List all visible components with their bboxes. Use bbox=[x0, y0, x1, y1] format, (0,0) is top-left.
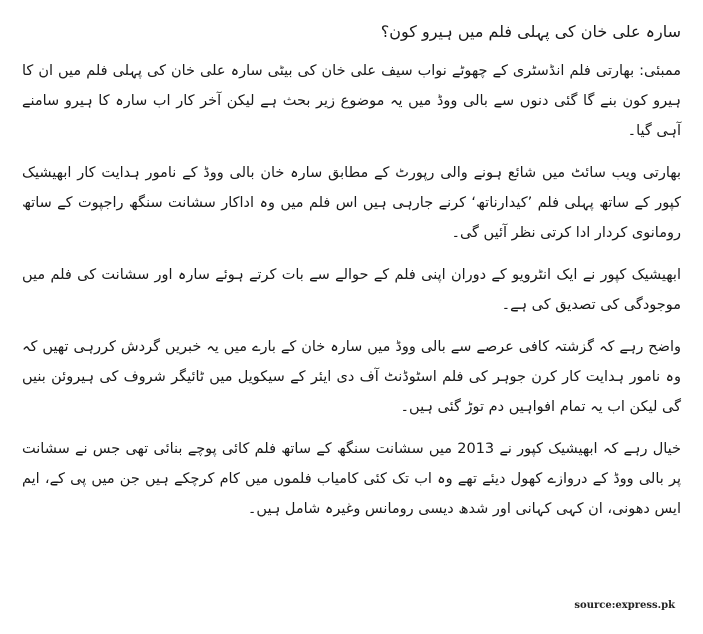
article-paragraph-1: ممبئی: بھارتی فلم انڈسٹری کے چھوٹے نواب سیف علی خان کی بیٹی سارہ علی خان کی پہلی فلم میں ان کا ہیرو کون بنے گا گئی دنوں سے بالی ووڈ میں یہ موضوع زیر بحث ہے لیکن آخر کار اب سارہ کا ہیرو سامنے آہی گیا۔ bbox=[22, 63, 681, 139]
article bbox=[22, 18, 681, 536]
source-credit: source:express.pk bbox=[574, 600, 675, 611]
article-paragraph-2: بھارتی ویب سائٹ میں شائع ہونے والی رپورٹ کے مطابق سارہ خان بالی ووڈ کے نامور ہدایت کار ابھیشیک کپور کے ساتھ پہلی فلم ’کیدارناتھ‘ کرنے جارہی ہیں اس فلم میں وہ اداکار سشانت سنگھ راجپوت کے ساتھ رومانوی کردار ادا کرتی نظر آئیں گی۔ bbox=[22, 165, 681, 241]
article-paragraph-3: ابھیشیک کپور نے ایک انٹرویو کے دوران اپنی فلم کے حوالے سے بات کرتے ہوئے سارہ اور سشانت کی فلم میں موجودگی کی تصدیق کی ہے۔ bbox=[22, 267, 681, 313]
article-title: سارہ علی خان کی پہلی فلم میں ہیرو کون؟ bbox=[380, 22, 681, 41]
article-paragraph-4: واضح رہے کہ گزشتہ کافی عرصے سے بالی ووڈ میں سارہ خان کے بارے میں یہ خبریں گردش کررہی تھیں کہ وہ نامور ہدایت کار کرن جوہر کی فلم اسٹوڈنٹ آف دی ایئر کے سیکویل میں ٹائیگر شروف کی ہیروئن بنیں گی لیکن اب یہ تمام افواہیں دم توڑ گئی ہیں۔ bbox=[22, 339, 681, 415]
article-paragraph-5: خیال رہے کہ ابھیشیک کپور نے 2013 میں سشانت سنگھ کے ساتھ فلم کائی پوچے بنائی تھی جس نے سشانت پر بالی ووڈ کے دروازے کھول دیئے تھے وہ اب تک کئی کامیاب فلموں میں کام کرچکے ہیں جن میں پی کے، ایم ایس دھونی، ان کہی کہانی اور شدھ دیسی رومانس وغیرہ شامل ہیں۔ bbox=[22, 441, 681, 517]
